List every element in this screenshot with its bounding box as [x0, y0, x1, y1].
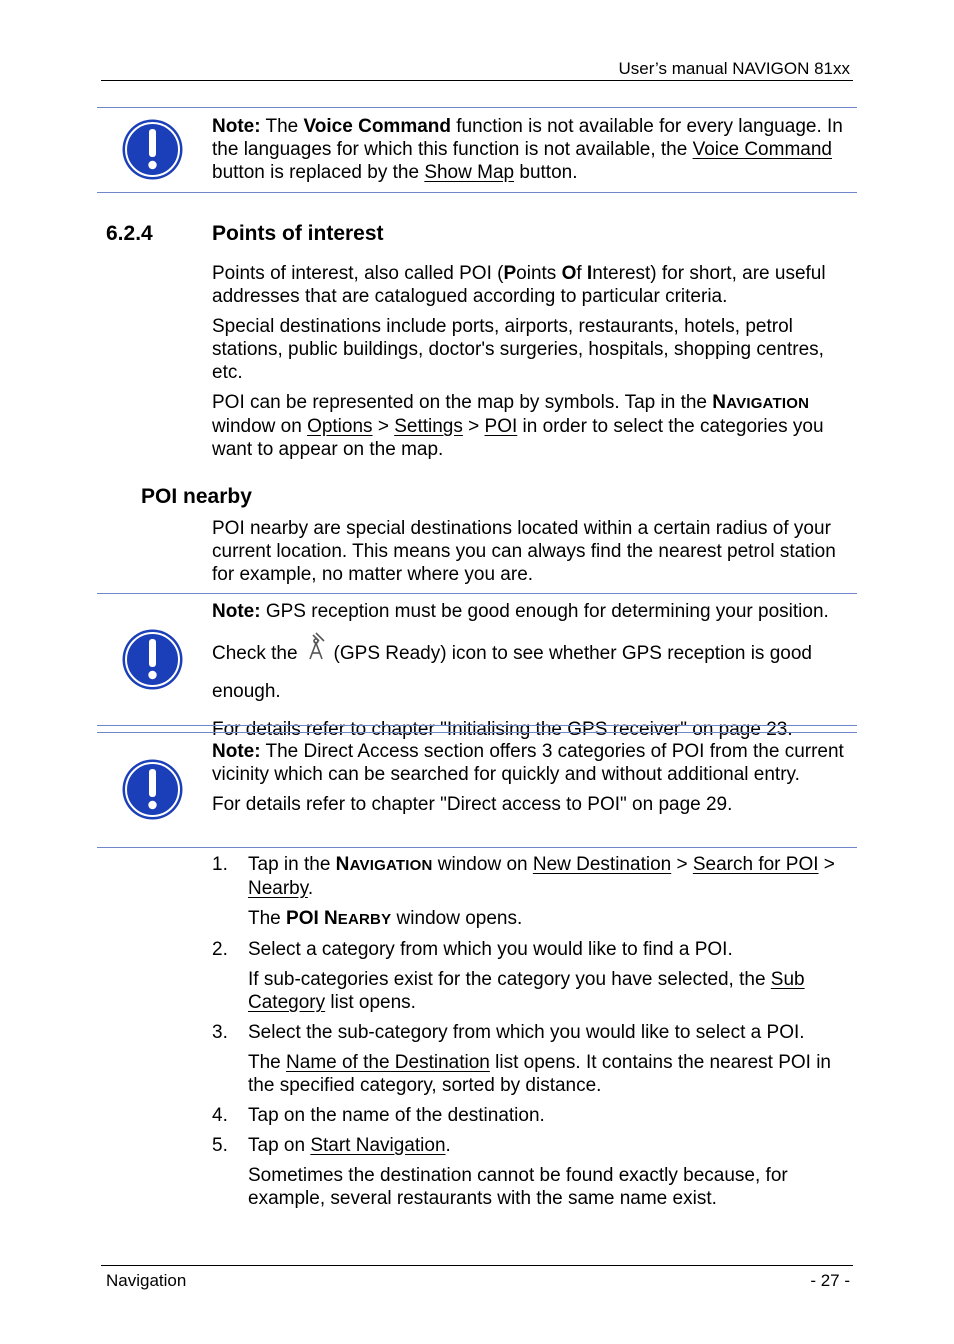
settings-menu-ref: Settings	[394, 416, 463, 437]
section-number: 6.2.4	[106, 222, 153, 245]
step-number: 5.	[212, 1135, 228, 1156]
step-number: 3.	[212, 1022, 228, 1043]
note2-bottom-rule	[97, 725, 857, 726]
note1-text-1: The	[260, 116, 304, 137]
note2-label: Note:	[212, 601, 261, 622]
section-title: Points of interest	[212, 222, 384, 245]
note1-text-2: function is not available for every language. In the languages for which this function is not available, the	[212, 116, 843, 160]
start-navigation-ref: Start Navigation	[310, 1135, 446, 1156]
exclamation-circle-icon	[121, 758, 184, 821]
show-map-button-ref: Show Map	[424, 162, 515, 183]
header-rule	[101, 80, 853, 81]
sub-category-ref: Sub Category	[248, 969, 805, 1013]
intro-paragraph-1: Points of interest, also called POI (Points Of Interest) for short, are useful addresses that are catalogued according to particular criteria.	[212, 263, 826, 307]
note2-text	[212, 601, 852, 741]
step-result: The Name of the Destination list opens. It contains the nearest POI in the specified category, sorted by distance.	[248, 1052, 832, 1096]
note3-text	[212, 740, 852, 816]
list-item: 5. Tap on Start Navigation. Sometimes the destination cannot be found exactly because, for example, several restaurants with the same name exist.	[212, 1134, 852, 1210]
note2-paragraph-2: For details refer to chapter "Initialising the GPS receiver" on page 23.	[212, 719, 793, 740]
steps-list	[212, 853, 852, 1217]
note1-text-4: button.	[514, 162, 578, 183]
poi-nearby-heading: POI nearby	[141, 485, 252, 508]
step-text: Tap on the name of the destination.	[248, 1105, 545, 1126]
intro-paragraph-3: POI can be represented on the map by symbols. Tap in the NAVIGATION window on Options > Settings > POI in order to select the categories you want to appear on the map.	[212, 392, 824, 460]
step-number: 4.	[212, 1105, 228, 1126]
list-item	[212, 1104, 852, 1127]
note1-top-rule	[97, 107, 857, 108]
note3-label: Note:	[212, 741, 261, 762]
footer-rule	[101, 1265, 853, 1266]
options-menu-ref: Options	[307, 416, 373, 437]
footer-chapter: Navigation	[106, 1271, 187, 1290]
gps-ready-satellite-icon	[304, 631, 328, 661]
note1-voice-command-bold: Voice Command	[303, 116, 451, 137]
search-for-poi-ref: Search for POI	[692, 854, 819, 875]
step-result: If sub-categories exist for the category you have selected, the Sub Category list opens.	[248, 969, 805, 1013]
note1-text	[212, 115, 852, 184]
voice-command-button-ref: Voice Command	[692, 139, 832, 160]
name-of-destination-ref: Name of the Destination	[286, 1052, 490, 1073]
note3-paragraph-1: Note: The Direct Access section offers 3 categories of POI from the current vicinity which can be searched for quickly and without additional entry.	[212, 741, 844, 785]
list-item	[212, 938, 852, 1014]
exclamation-circle-icon	[121, 628, 184, 691]
poi-nearby-paragraph	[212, 517, 852, 593]
nearby-ref: Nearby	[248, 878, 308, 899]
step-number: 1.	[212, 854, 228, 875]
exclamation-circle-icon	[121, 118, 184, 181]
note1-label: Note:	[212, 116, 261, 137]
new-destination-ref: New Destination	[532, 854, 672, 875]
poi-nearby-text: POI nearby are special destinations located within a certain radius of your current location. This means you can always find the nearest petrol station for example, no matter where you are.	[212, 518, 836, 585]
page-number: - 27 -	[810, 1271, 850, 1290]
step-number: 2.	[212, 939, 228, 960]
note1-bottom-rule	[97, 192, 857, 193]
list-item	[212, 1021, 852, 1097]
step-text: Select a category from which you would like to find a POI.	[248, 939, 733, 960]
note3-top-rule	[97, 732, 857, 733]
note1-text-3: button is replaced by the	[212, 162, 425, 183]
note3-paragraph-2: For details refer to chapter "Direct access to POI" on page 29.	[212, 794, 733, 815]
step-text: Select the sub-category from which you would like to select a POI.	[248, 1022, 805, 1043]
note2-paragraph-1: Note: GPS reception must be good enough for determining your position. Check the (GPS Ready) icon to see whether GPS reception is good enough.	[212, 601, 829, 702]
step-result: The POI NEARBY window opens.	[248, 908, 523, 929]
header-title: User’s manual NAVIGON 81xx	[618, 59, 850, 78]
poi-menu-ref: POI	[484, 416, 518, 437]
intro-paragraphs	[212, 262, 852, 468]
note3-bottom-rule	[97, 847, 857, 848]
list-item: 1. Tap in the NAVIGATION window on New Destination > Search for POI > Nearby. The POI NEARBY window opens.	[212, 853, 852, 931]
intro-paragraph-2: Special destinations include ports, airports, restaurants, hotels, petrol stations, public buildings, doctor's surgeries, hospitals, shopping centres, etc.	[212, 316, 824, 383]
step-result: Sometimes the destination cannot be found exactly because, for example, several restaurants with the same name exist.	[248, 1165, 788, 1209]
